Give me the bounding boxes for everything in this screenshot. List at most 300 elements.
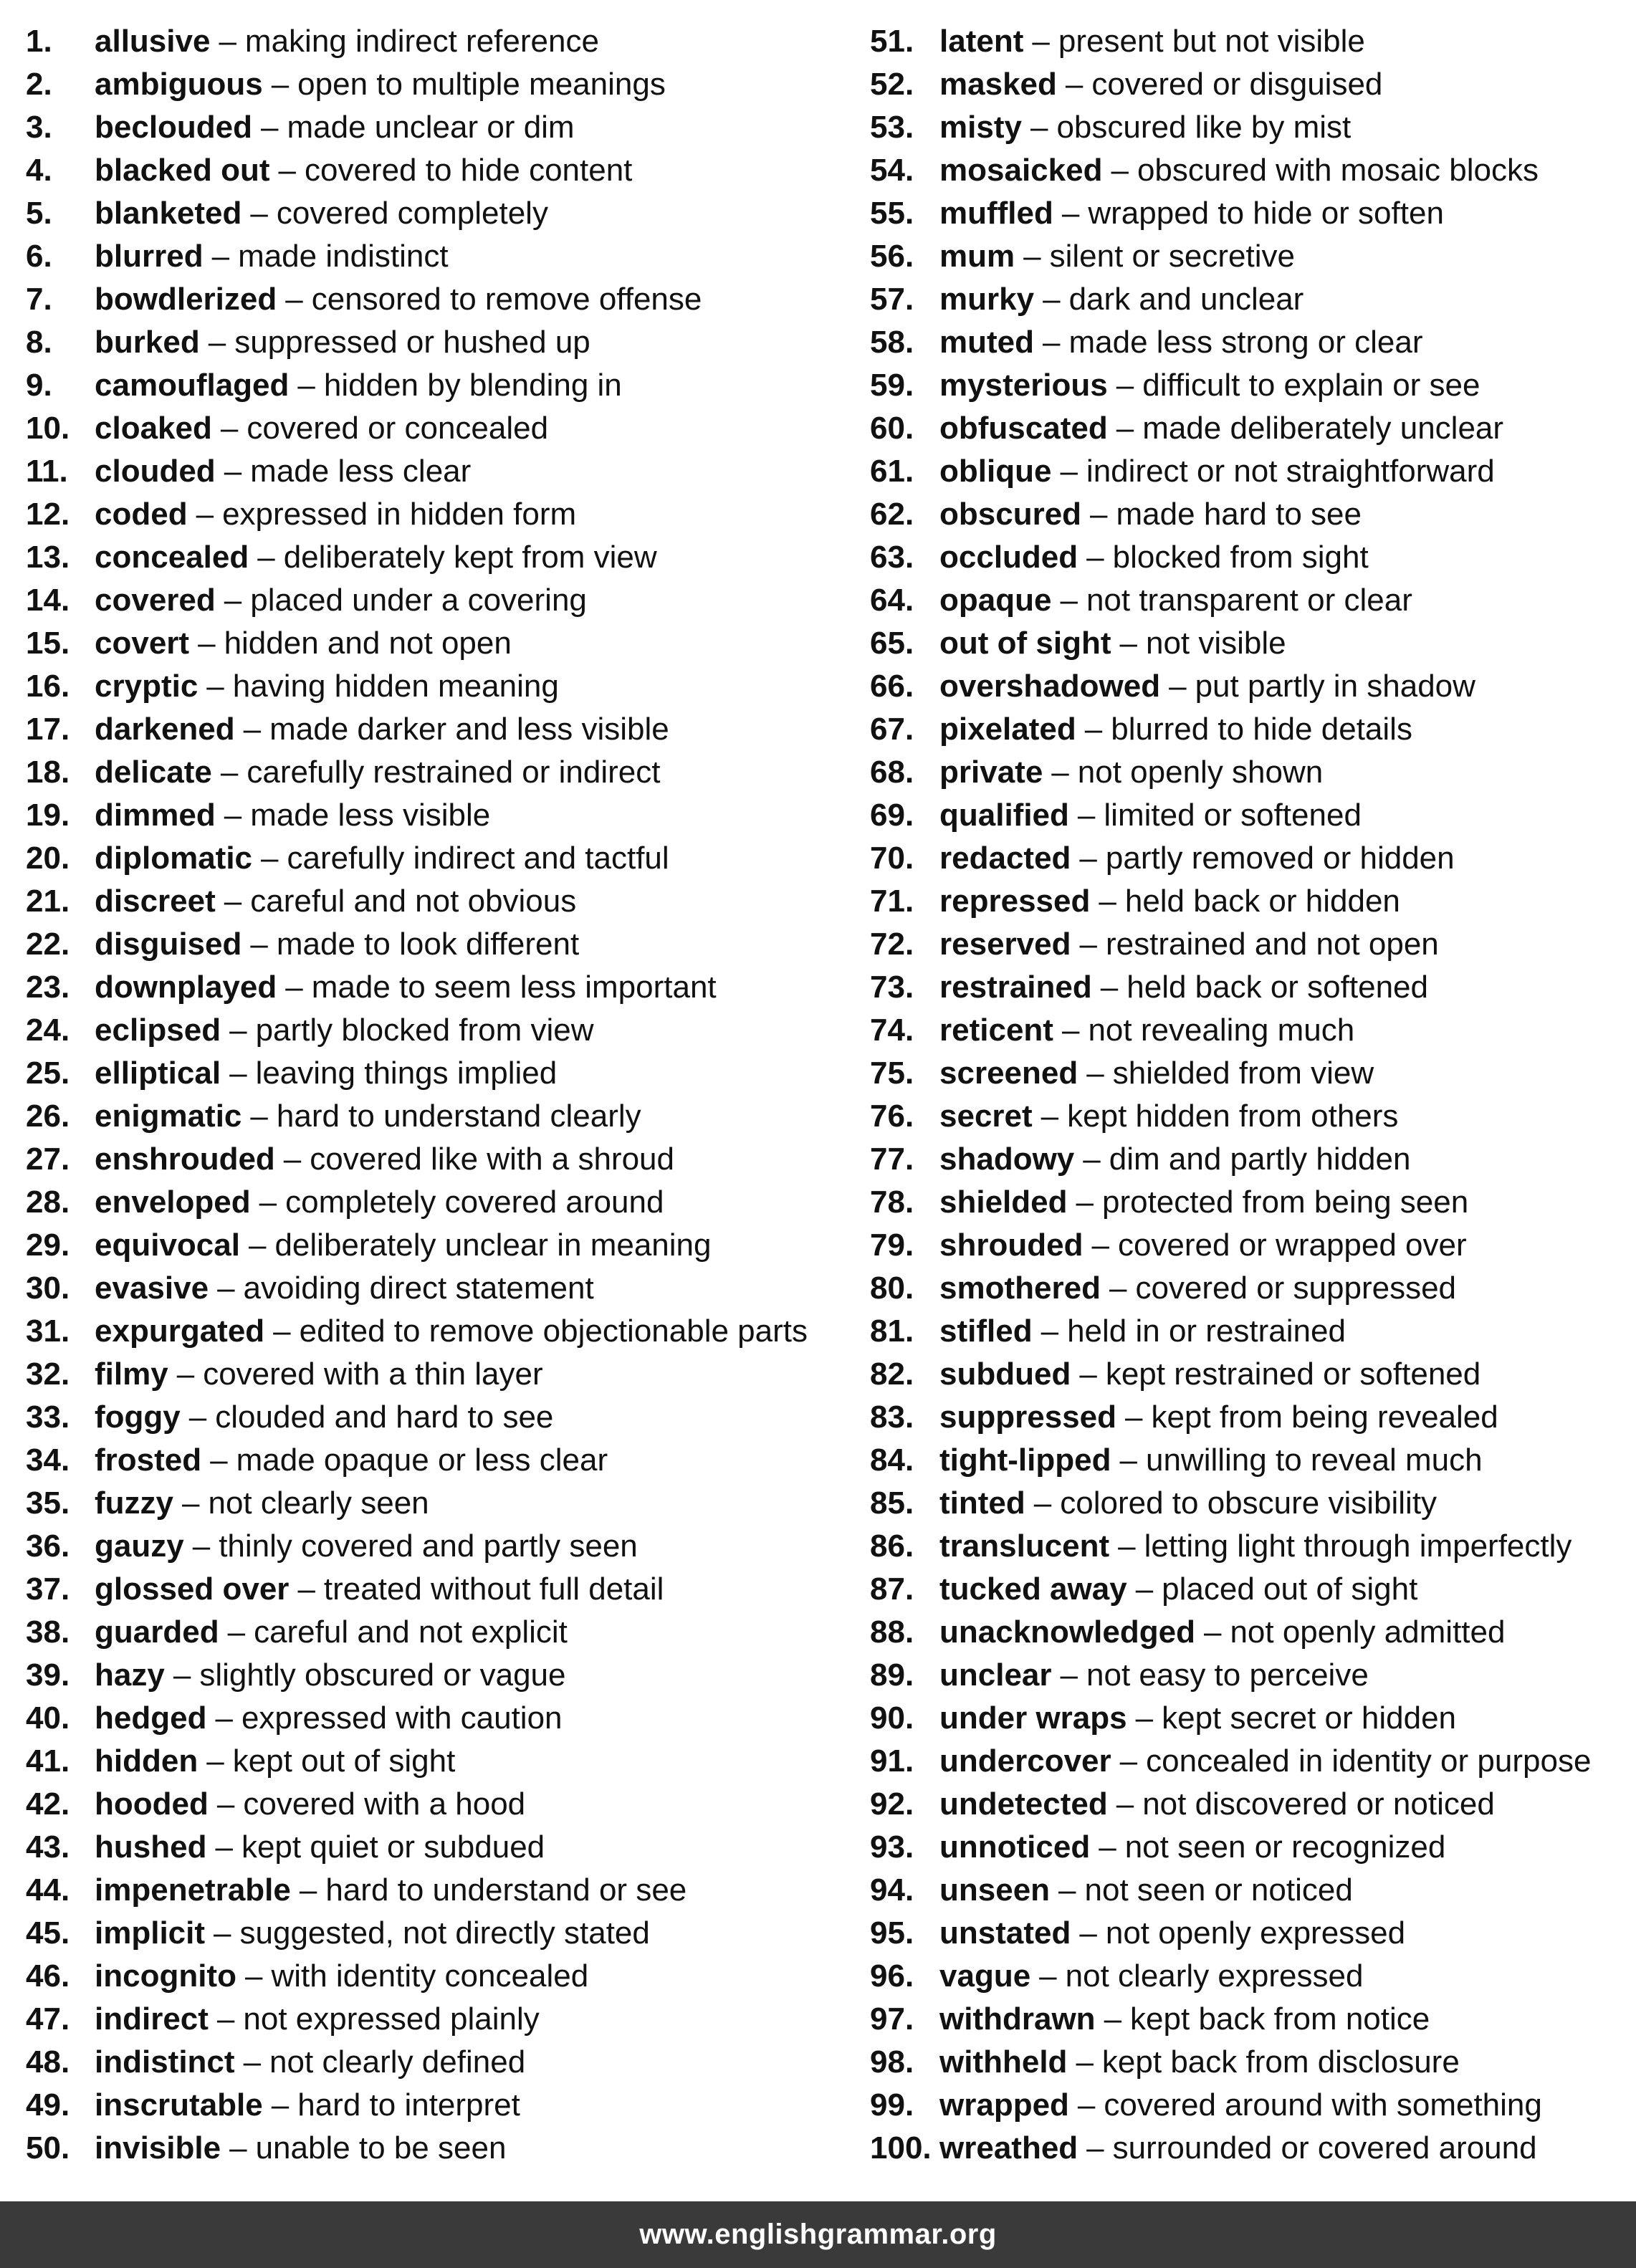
entry-number: 89. — [870, 1657, 914, 1693]
entry-term: clouded — [95, 454, 216, 489]
entry-term: obfuscated — [939, 411, 1108, 446]
entry-term: private — [939, 755, 1043, 790]
entry-dash: – — [278, 153, 296, 188]
entry-definition: open to multiple meanings — [297, 67, 666, 102]
entry-definition: hard to interpret — [297, 2087, 520, 2123]
entry-term: tucked away — [939, 1571, 1127, 1607]
entry-definition: not clearly defined — [269, 2044, 526, 2080]
list-item — [843, 1009, 1636, 1052]
entry-dash: – — [257, 540, 275, 575]
entry-definition: made darker and less visible — [269, 712, 669, 747]
entry-dash: – — [283, 1142, 302, 1177]
entry-term: enshrouded — [95, 1142, 275, 1177]
entry-definition: obscured with mosaic blocks — [1137, 153, 1539, 188]
entry-term: tight-lipped — [939, 1442, 1111, 1478]
list-item — [0, 794, 843, 837]
list-item — [843, 1138, 1636, 1181]
list-item — [843, 1568, 1636, 1611]
entry-dash: – — [1060, 1657, 1078, 1693]
entry-definition: protected from being seen — [1101, 1185, 1469, 1220]
list-item — [0, 63, 843, 106]
entry-definition: not seen or recognized — [1124, 1829, 1446, 1865]
entry-number: 51. — [870, 24, 914, 59]
entry-number: 2. — [26, 67, 52, 102]
entry-definition: not visible — [1145, 626, 1286, 661]
entry-number: 95. — [870, 1915, 914, 1951]
entry-number: 13. — [26, 540, 70, 575]
entry-number: 80. — [870, 1271, 914, 1306]
entry-term: covered — [95, 583, 216, 618]
entry-dash: – — [217, 1271, 235, 1306]
entry-definition: covered around with something — [1104, 2087, 1542, 2123]
entry-dash: – — [216, 2001, 235, 2037]
entry-term: translucent — [939, 1528, 1110, 1564]
entry-definition: kept back from notice — [1130, 2001, 1430, 2037]
entry-dash: – — [1039, 1958, 1057, 1994]
entry-definition: limited or softened — [1104, 798, 1362, 833]
entry-number: 37. — [26, 1571, 70, 1607]
list-item — [0, 2041, 843, 2084]
entry-number: 49. — [26, 2087, 70, 2123]
entry-definition: placed out of sight — [1162, 1571, 1418, 1607]
entry-dash: – — [220, 755, 239, 790]
list-item — [843, 1611, 1636, 1654]
entry-definition: made less visible — [250, 798, 491, 833]
entry-dash: – — [211, 239, 230, 274]
list-item — [0, 880, 843, 923]
entry-term: enveloped — [95, 1185, 251, 1220]
entry-definition: making indirect reference — [244, 24, 599, 59]
entry-term: elliptical — [95, 1056, 221, 1091]
entry-dash: – — [1135, 1700, 1154, 1736]
entry-term: subdued — [939, 1357, 1071, 1392]
entry-term: opaque — [939, 583, 1052, 618]
entry-definition: completely covered around — [285, 1185, 664, 1220]
entry-dash: – — [1119, 626, 1137, 661]
entry-dash: – — [259, 1185, 277, 1220]
entry-term: wrapped — [939, 2087, 1069, 2123]
list-item — [843, 966, 1636, 1009]
entry-definition: placed under a covering — [250, 583, 587, 618]
entry-dash: – — [1086, 540, 1104, 575]
entry-definition: careful and not explicit — [254, 1614, 568, 1650]
entry-definition: not revealing much — [1088, 1013, 1355, 1048]
entry-term: undetected — [939, 1786, 1108, 1822]
entry-definition: blocked from sight — [1112, 540, 1369, 575]
list-item — [0, 1052, 843, 1095]
entry-number: 14. — [26, 583, 70, 618]
entry-number: 82. — [870, 1357, 914, 1392]
entry-dash: – — [198, 626, 216, 661]
entry-term: equivocal — [95, 1228, 240, 1263]
entry-dash: – — [1119, 1743, 1138, 1779]
list-item — [843, 1955, 1636, 1998]
entry-term: cryptic — [95, 669, 198, 704]
entry-definition: not expressed plainly — [243, 2001, 540, 2037]
entry-term: indirect — [95, 2001, 209, 2037]
entry-dash: – — [1051, 755, 1069, 790]
list-item — [843, 235, 1636, 278]
entry-dash: – — [224, 798, 242, 833]
entry-dash: – — [299, 1872, 317, 1908]
entry-number: 81. — [870, 1314, 914, 1349]
entry-number: 31. — [26, 1314, 70, 1349]
list-item — [843, 579, 1636, 622]
entry-dash: – — [215, 1829, 233, 1865]
entry-term: glossed over — [95, 1571, 290, 1607]
list-item — [0, 1869, 843, 1912]
list-item — [0, 536, 843, 579]
entry-number: 71. — [870, 884, 914, 919]
list-item — [843, 2127, 1636, 2170]
entry-term: coded — [95, 497, 188, 532]
entry-term: mosaicked — [939, 153, 1103, 188]
entry-term: unnoticed — [939, 1829, 1091, 1865]
list-item — [843, 794, 1636, 837]
entry-definition: not discovered or noticed — [1142, 1786, 1495, 1822]
entry-number: 68. — [870, 755, 914, 790]
entry-term: disguised — [95, 927, 242, 962]
entry-number: 99. — [870, 2087, 914, 2123]
list-item — [0, 407, 843, 450]
entry-dash: – — [248, 1228, 267, 1263]
entry-term: burked — [95, 325, 200, 360]
entry-definition: covered to hide content — [304, 153, 633, 188]
entry-dash: – — [1099, 1829, 1116, 1865]
entry-dash: – — [1119, 1442, 1137, 1478]
list-item — [0, 1310, 843, 1353]
entry-dash: – — [1033, 1485, 1052, 1521]
list-item — [843, 450, 1636, 493]
list-item — [843, 407, 1636, 450]
entry-number: 46. — [26, 1958, 70, 1994]
entry-number: 1. — [26, 24, 52, 59]
entry-number: 90. — [870, 1700, 914, 1736]
list-item — [843, 106, 1636, 149]
entry-term: oblique — [939, 454, 1052, 489]
list-item — [0, 1224, 843, 1267]
list-item — [843, 1396, 1636, 1439]
entry-number: 52. — [870, 67, 914, 102]
list-item — [843, 1826, 1636, 1869]
entry-term: mum — [939, 239, 1015, 274]
entry-dash: – — [206, 669, 224, 704]
entry-definition: censored to remove offense — [311, 282, 702, 317]
entry-number: 45. — [26, 1915, 70, 1951]
entry-definition: slightly obscured or vague — [199, 1657, 566, 1693]
entry-dash: – — [261, 110, 279, 145]
entry-dash: – — [1043, 282, 1061, 317]
list-item — [843, 1310, 1636, 1353]
list-item — [843, 1525, 1636, 1568]
entry-definition: clouded and hard to see — [215, 1399, 554, 1435]
entry-term: muffled — [939, 196, 1053, 231]
entry-dash: – — [1030, 110, 1048, 145]
entry-term: filmy — [95, 1357, 168, 1392]
entry-number: 43. — [26, 1829, 70, 1865]
entry-term: fuzzy — [95, 1485, 173, 1521]
entry-definition: suggested, not directly stated — [239, 1915, 650, 1951]
list-item — [843, 536, 1636, 579]
list-item — [843, 1740, 1636, 1783]
entry-dash: – — [215, 1700, 233, 1736]
entry-term: unseen — [939, 1872, 1051, 1908]
entry-number: 34. — [26, 1442, 70, 1478]
entry-number: 19. — [26, 798, 70, 833]
entry-number: 39. — [26, 1657, 70, 1693]
entry-definition: restrained and not open — [1105, 927, 1439, 962]
entry-dash: – — [182, 1485, 200, 1521]
entry-number: 66. — [870, 669, 914, 704]
entry-definition: wrapped to hide or soften — [1088, 196, 1444, 231]
entry-definition: deliberately kept from view — [283, 540, 657, 575]
entry-dash: – — [219, 24, 236, 59]
entry-definition: blurred to hide details — [1111, 712, 1412, 747]
entry-dash: – — [224, 454, 242, 489]
list-item — [843, 923, 1636, 966]
list-item — [843, 63, 1636, 106]
entry-dash: – — [1124, 1399, 1143, 1435]
entry-dash: – — [1076, 2044, 1094, 2080]
entry-dash: – — [1083, 1142, 1101, 1177]
entry-definition: put partly in shadow — [1195, 669, 1475, 704]
entry-term: indistinct — [95, 2044, 235, 2080]
entry-dash: – — [1116, 1786, 1134, 1822]
list-item — [843, 321, 1636, 364]
entry-number: 53. — [870, 110, 914, 145]
list-item — [843, 1181, 1636, 1224]
list-item — [0, 149, 843, 192]
entry-term: withheld — [939, 2044, 1068, 2080]
entry-term: hooded — [95, 1786, 209, 1822]
list-item — [0, 1697, 843, 1740]
word-list — [0, 20, 1636, 2170]
entry-definition: kept quiet or subdued — [241, 1829, 545, 1865]
entry-number: 15. — [26, 626, 70, 661]
list-item — [0, 1095, 843, 1138]
entry-number: 98. — [870, 2044, 914, 2080]
entry-definition: suppressed or hushed up — [234, 325, 590, 360]
entry-number: 35. — [26, 1485, 70, 1521]
word-list-column-left — [0, 20, 843, 2170]
entry-dash: – — [188, 1399, 207, 1435]
entry-definition: indirect or not straightforward — [1086, 454, 1495, 489]
entry-number: 84. — [870, 1442, 914, 1478]
entry-term: inscrutable — [95, 2087, 263, 2123]
entry-definition: made opaque or less clear — [236, 1442, 608, 1478]
entry-number: 50. — [26, 2130, 70, 2166]
entry-dash: – — [1061, 196, 1080, 231]
entry-dash: – — [1079, 927, 1097, 962]
list-item — [0, 966, 843, 1009]
entry-definition: kept out of sight — [232, 1743, 456, 1779]
entry-dash: – — [250, 1099, 268, 1134]
entry-definition: careful and not obvious — [250, 884, 577, 919]
list-item — [0, 235, 843, 278]
entry-term: ambiguous — [95, 67, 263, 102]
entry-term: masked — [939, 67, 1057, 102]
list-item — [0, 837, 843, 880]
entry-definition: made less clear — [250, 454, 472, 489]
entry-term: concealed — [95, 540, 249, 575]
entry-number: 23. — [26, 970, 70, 1005]
entry-definition: not openly shown — [1077, 755, 1324, 790]
list-item — [0, 1353, 843, 1396]
entry-definition: not openly expressed — [1105, 1915, 1406, 1951]
entry-number: 40. — [26, 1700, 70, 1736]
entry-number: 91. — [870, 1743, 914, 1779]
website-url[interactable]: www.englishgrammar.org — [639, 2219, 997, 2250]
entry-dash: – — [250, 196, 268, 231]
entry-definition: expressed with caution — [241, 1700, 563, 1736]
list-item — [843, 837, 1636, 880]
list-item — [0, 1439, 843, 1482]
entry-dash: – — [271, 67, 290, 102]
entry-definition: covered or wrapped over — [1117, 1228, 1467, 1263]
footer-bar — [0, 2201, 1636, 2268]
entry-definition: hard to understand or see — [325, 1872, 687, 1908]
entry-dash: – — [1169, 669, 1187, 704]
entry-definition: covered or disguised — [1091, 67, 1383, 102]
entry-number: 93. — [870, 1829, 914, 1865]
entry-term: guarded — [95, 1614, 219, 1650]
list-item — [843, 2084, 1636, 2127]
entry-term: frosted — [95, 1442, 202, 1478]
entry-term: qualified — [939, 798, 1069, 833]
entry-term: hazy — [95, 1657, 165, 1693]
entry-term: foggy — [95, 1399, 181, 1435]
entry-definition: made to seem less important — [311, 970, 717, 1005]
entry-definition: made less strong or clear — [1068, 325, 1423, 360]
entry-dash: – — [176, 1357, 195, 1392]
list-item — [0, 192, 843, 235]
entry-number: 65. — [870, 626, 914, 661]
entry-number: 24. — [26, 1013, 70, 1048]
entry-dash: – — [1060, 454, 1078, 489]
list-item — [843, 1783, 1636, 1826]
entry-term: gauzy — [95, 1528, 184, 1564]
entry-dash: – — [1079, 1915, 1097, 1951]
entry-term: diplomatic — [95, 841, 253, 876]
entry-number: 85. — [870, 1485, 914, 1521]
entry-dash: – — [1086, 1056, 1104, 1091]
entry-number: 74. — [870, 1013, 914, 1048]
entry-definition: covered with a hood — [243, 1786, 526, 1822]
entry-definition: kept back from disclosure — [1101, 2044, 1460, 2080]
entry-dash: – — [1090, 497, 1108, 532]
entry-dash: – — [243, 712, 262, 747]
list-item — [0, 1912, 843, 1955]
entry-definition: present but not visible — [1058, 24, 1365, 59]
word-list-column-right — [843, 20, 1636, 2170]
entry-definition: covered or suppressed — [1135, 1271, 1457, 1306]
list-item — [0, 1009, 843, 1052]
list-item — [843, 622, 1636, 665]
list-item — [0, 493, 843, 536]
entry-definition: with identity concealed — [271, 1958, 589, 1994]
entry-term: overshadowed — [939, 669, 1161, 704]
entry-definition: difficult to explain or see — [1142, 368, 1480, 403]
entry-number: 32. — [26, 1357, 70, 1392]
entry-dash: – — [1099, 884, 1116, 919]
entry-term: blurred — [95, 239, 204, 274]
entry-definition: unwilling to reveal much — [1145, 1442, 1483, 1478]
entry-number: 6. — [26, 239, 52, 274]
list-item — [0, 751, 843, 794]
entry-number: 44. — [26, 1872, 70, 1908]
list-item — [0, 364, 843, 407]
entry-term: reserved — [939, 927, 1071, 962]
entry-number: 10. — [26, 411, 70, 446]
list-item — [843, 1052, 1636, 1095]
entry-number: 61. — [870, 454, 914, 489]
entry-term: out of sight — [939, 626, 1111, 661]
entry-definition: shielded from view — [1112, 1056, 1374, 1091]
list-item — [843, 1912, 1636, 1955]
entry-number: 92. — [870, 1786, 914, 1822]
entry-number: 25. — [26, 1056, 70, 1091]
entry-term: shrouded — [939, 1228, 1084, 1263]
entry-dash: – — [1135, 1571, 1154, 1607]
entry-definition: obscured like by mist — [1056, 110, 1352, 145]
entry-definition: colored to obscure visibility — [1060, 1485, 1438, 1521]
list-item — [0, 622, 843, 665]
list-item — [0, 1267, 843, 1310]
entry-number: 73. — [870, 970, 914, 1005]
list-item — [843, 493, 1636, 536]
entry-dash: – — [297, 368, 315, 403]
entry-term: delicate — [95, 755, 212, 790]
entry-term: tinted — [939, 1485, 1025, 1521]
entry-term: withdrawn — [939, 2001, 1096, 2037]
entry-number: 54. — [870, 153, 914, 188]
entry-term: enigmatic — [95, 1099, 242, 1134]
entry-number: 72. — [870, 927, 914, 962]
entry-dash: – — [243, 2044, 262, 2080]
entry-number: 21. — [26, 884, 70, 919]
entry-dash: – — [285, 282, 303, 317]
entry-term: occluded — [939, 540, 1078, 575]
entry-term: latent — [939, 24, 1024, 59]
entry-term: impenetrable — [95, 1872, 291, 1908]
entry-term: undercover — [939, 1743, 1111, 1779]
entry-term: covert — [95, 626, 190, 661]
entry-dash: – — [285, 970, 303, 1005]
entry-term: eclipsed — [95, 1013, 221, 1048]
list-item — [843, 192, 1636, 235]
entry-definition: covered or concealed — [247, 411, 549, 446]
list-item — [0, 923, 843, 966]
list-item — [0, 665, 843, 708]
list-item — [843, 665, 1636, 708]
list-item — [843, 1439, 1636, 1482]
entry-number: 94. — [870, 1872, 914, 1908]
entry-term: darkened — [95, 712, 235, 747]
entry-dash: – — [206, 1743, 224, 1779]
entry-term: vague — [939, 1958, 1031, 1994]
entry-dash: – — [192, 1528, 211, 1564]
entry-dash: – — [214, 1915, 231, 1951]
entry-dash: – — [1100, 970, 1119, 1005]
entry-definition: not clearly expressed — [1065, 1958, 1364, 1994]
entry-dash: – — [173, 1657, 191, 1693]
list-item — [843, 1482, 1636, 1525]
entry-definition: held in or restrained — [1067, 1314, 1346, 1349]
entry-definition: covered like with a shroud — [310, 1142, 674, 1177]
list-item — [0, 450, 843, 493]
entry-number: 69. — [870, 798, 914, 833]
entry-definition: carefully restrained or indirect — [247, 755, 661, 790]
